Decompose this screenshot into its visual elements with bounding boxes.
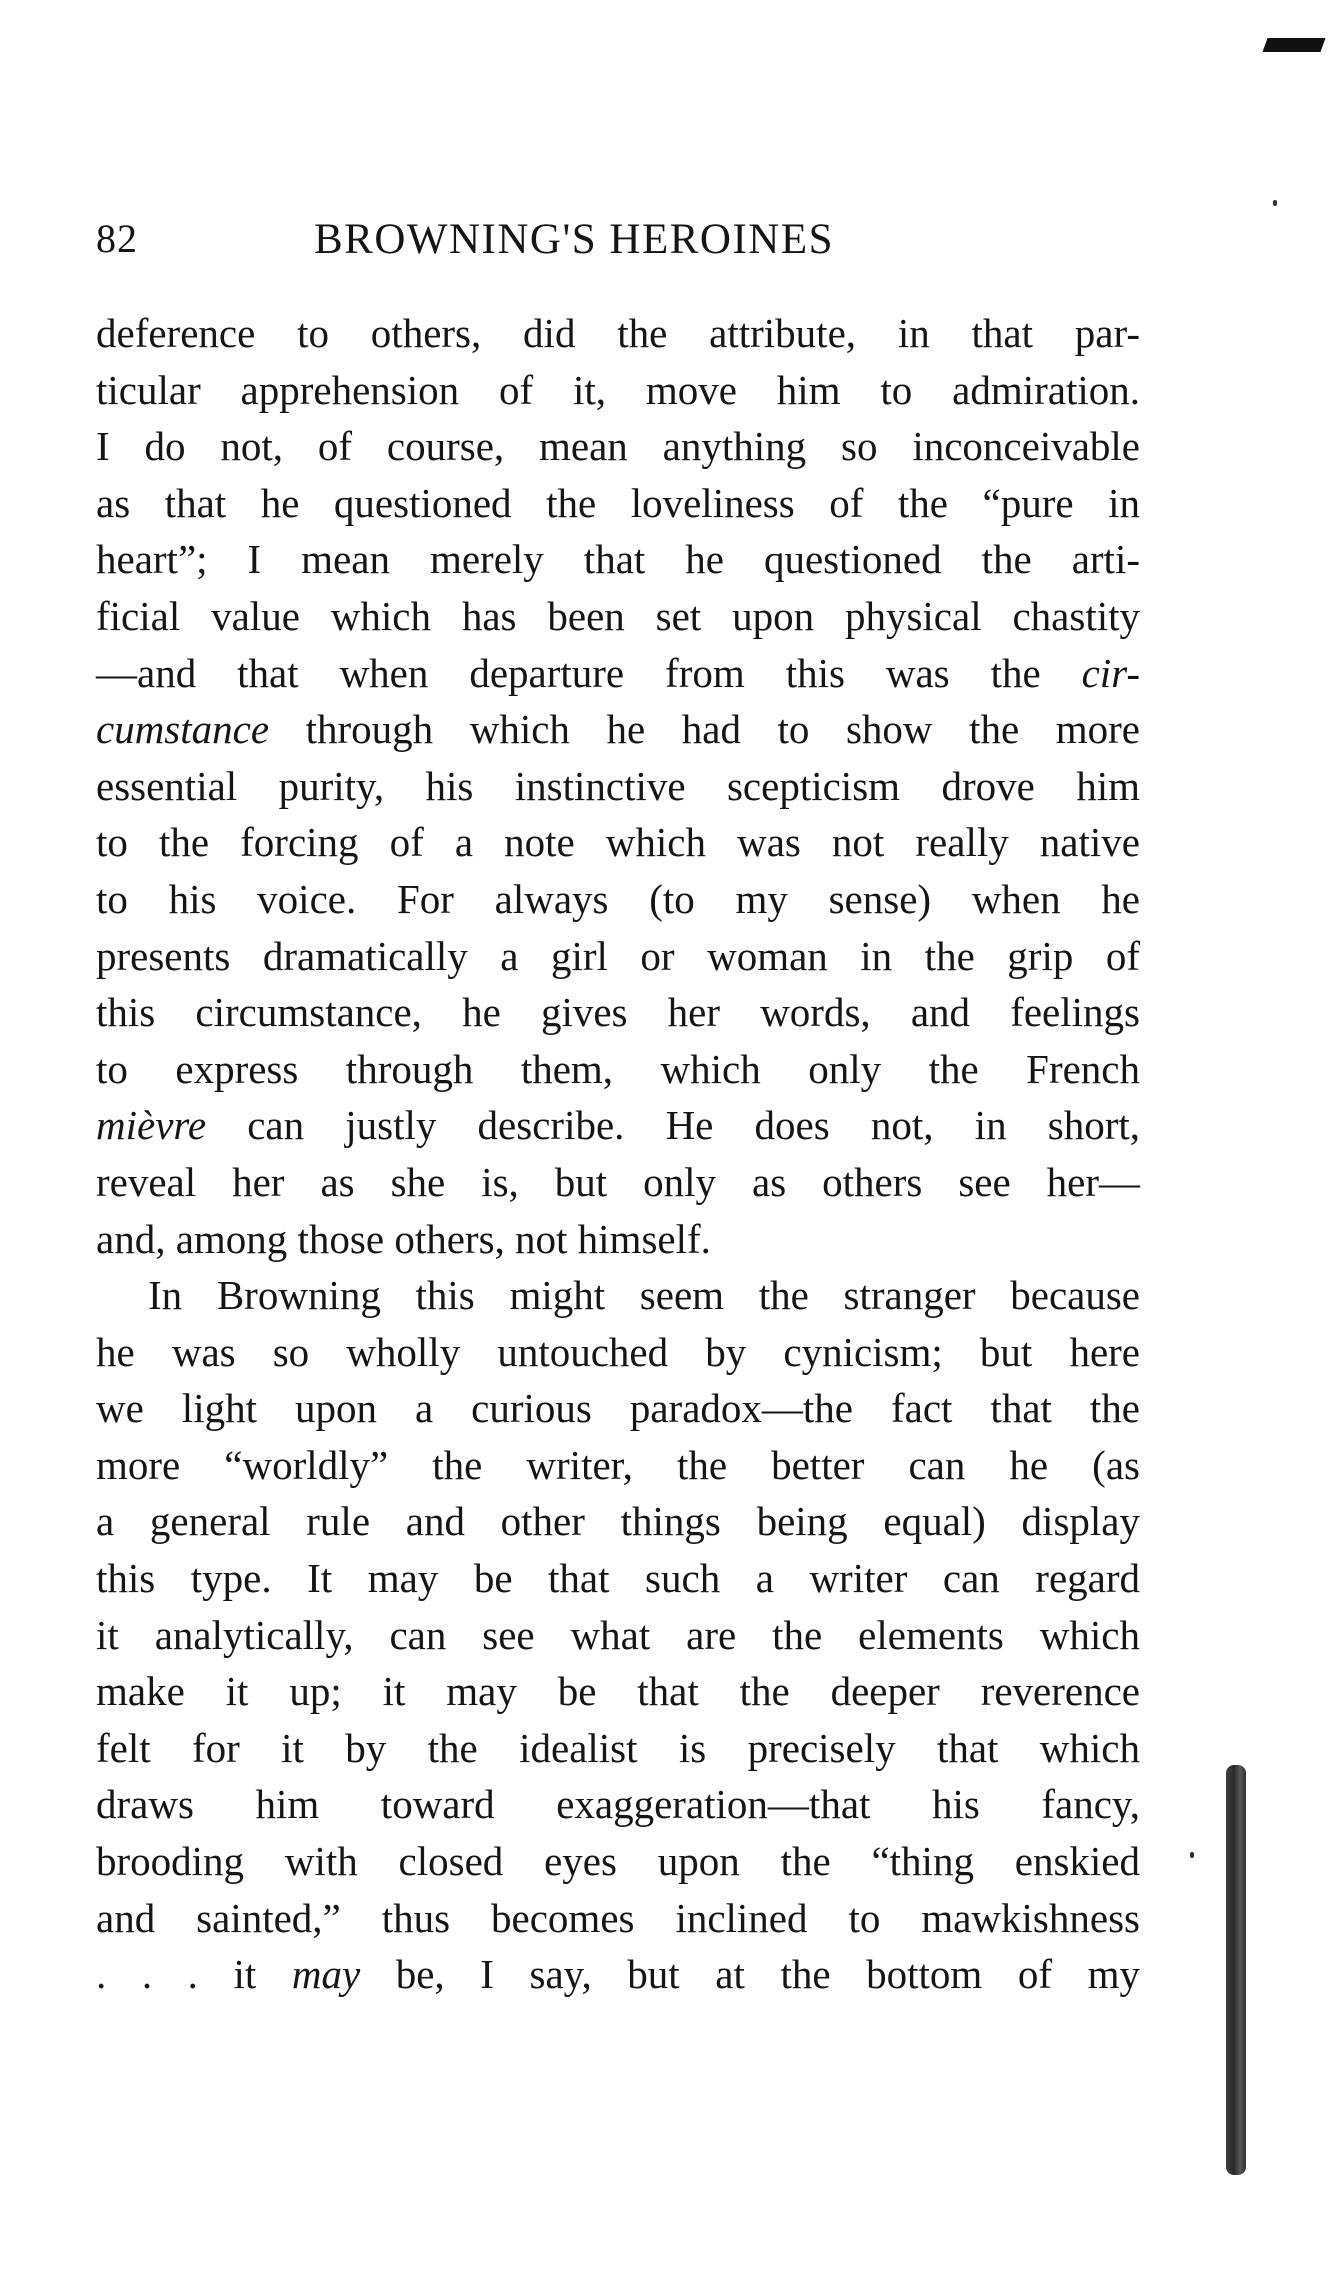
text-fragment: —and that when departure from this was the: [96, 649, 1082, 696]
page-header: [96, 215, 1136, 285]
text-line: ficial value which has been set upon physical chastity: [96, 592, 1140, 639]
text-line: and sainted,” thus becomes inclined to mawkishness: [96, 1894, 1140, 1941]
text-line: deference to others, did the attribute, in that par-: [96, 310, 1140, 356]
text-line: In Browning this might seem the stranger because: [148, 1272, 1140, 1319]
text-line: heart”; I mean merely that he questioned the arti-: [96, 536, 1140, 583]
text-line: essential purity, his instinctive scepticism drove him: [96, 762, 1140, 809]
scan-binding-edge: [1226, 1765, 1246, 2175]
text-fragment: can justly describe. He does not, in short,: [206, 1102, 1140, 1149]
text-line: make it up; it may be that the deeper reverence: [96, 1668, 1140, 1715]
text-line: [96, 645, 1140, 702]
text-line: [96, 1097, 1140, 1154]
text-line: to his voice. For always (to my sense) when he: [96, 875, 1140, 922]
text-line: we light upon a curious paradox—the fact that the: [96, 1385, 1140, 1432]
text-fragment: . . . it: [96, 1951, 292, 1998]
text-line: to express through them, which only the French: [96, 1045, 1140, 1092]
text-line: draws him toward exaggeration—that his fancy,: [96, 1781, 1140, 1828]
text-line: he was so wholly untouched by cynicism; but here: [96, 1328, 1140, 1375]
text-line: a general rule and other things being equal) display: [96, 1498, 1140, 1545]
text-line: it analytically, can see what are the elements which: [96, 1611, 1140, 1658]
scan-edge-mark: [1262, 38, 1325, 52]
text-line: this circumstance, he gives her words, and feelings: [96, 989, 1140, 1036]
italic-text: cir-: [1081, 649, 1140, 696]
text-line: as that he questioned the loveliness of the “pure in: [96, 479, 1140, 526]
running-title: BROWNING'S HEROINES: [314, 216, 834, 263]
text-line: I do not, of course, mean anything so inconceivable: [96, 423, 1140, 470]
text-line: and, among those others, not himself.: [96, 1215, 711, 1262]
text-line: [96, 1946, 1140, 2003]
text-line: presents dramatically a girl or woman in the grip of: [96, 932, 1140, 979]
page-number: 82: [96, 216, 138, 261]
text-fragment: be, I say, but at the bottom of my: [360, 1951, 1140, 1998]
text-line: [96, 701, 1140, 758]
text-fragment: through which he had to show the more: [305, 706, 1140, 753]
italic-text: cumstance: [96, 706, 270, 753]
italic-text: mièvre: [96, 1102, 207, 1149]
scan-speck: [1190, 1852, 1194, 1858]
scan-speck: [1273, 200, 1277, 206]
text-line: reveal her as she is, but only as others see her—: [96, 1158, 1140, 1205]
text-line: brooding with closed eyes upon the “thing enskied: [96, 1838, 1140, 1885]
text-line: ticular apprehension of it, move him to admiration.: [96, 366, 1140, 413]
text-line: to the forcing of a note which was not really native: [96, 819, 1140, 866]
italic-text: may: [291, 1951, 361, 1998]
text-line: more “worldly” the writer, the better can he (as: [96, 1441, 1140, 1488]
page-body: [96, 305, 1140, 2003]
text-line: felt for it by the idealist is precisely that which: [96, 1724, 1140, 1771]
text-line: this type. It may be that such a writer can regard: [96, 1555, 1140, 1602]
